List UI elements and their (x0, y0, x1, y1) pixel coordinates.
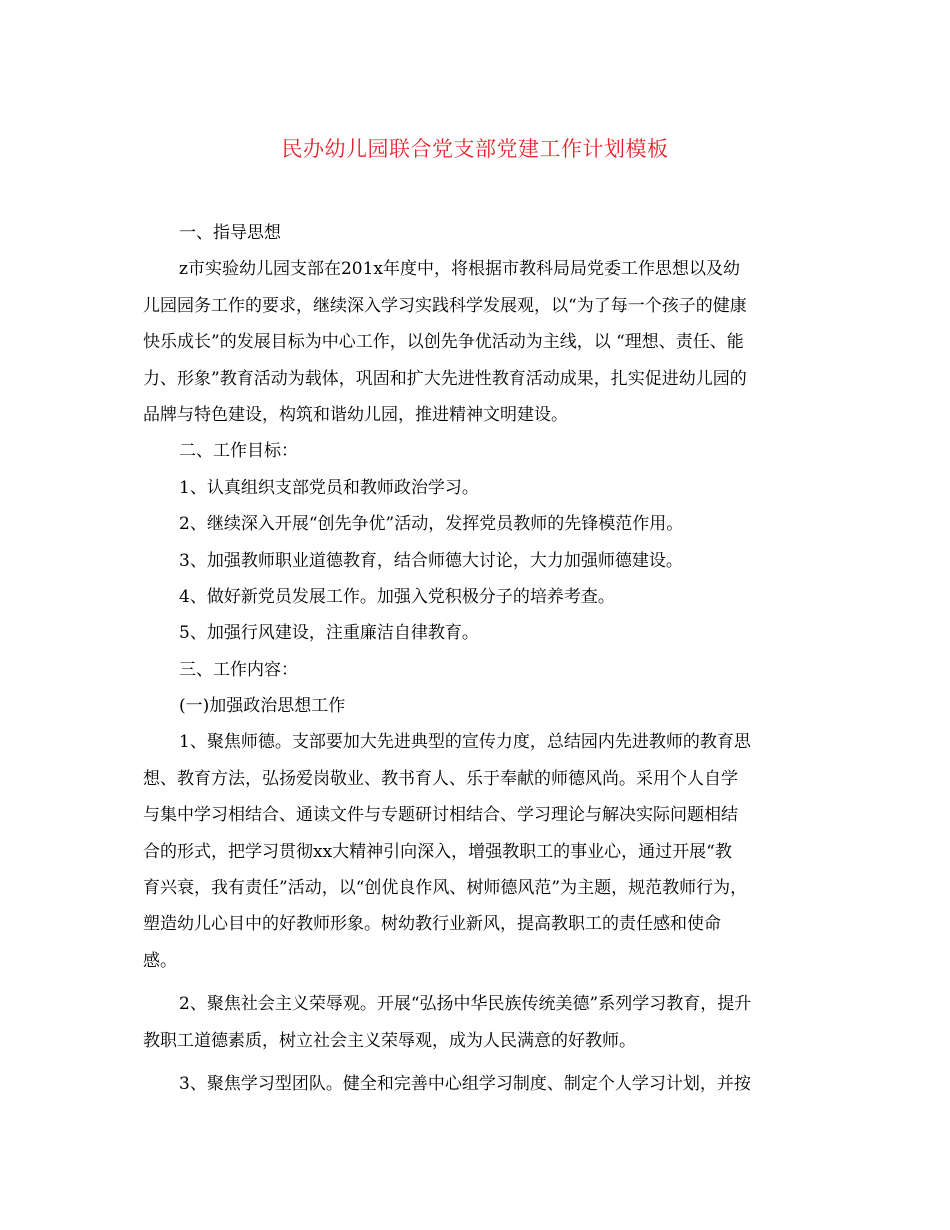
paragraph-line: 力、形象”教育活动为载体，巩固和扩大先进性教育活动成果，扎实促进幼儿园的 (143, 368, 747, 389)
paragraph-line: 教职工道德素质，树立社会主义荣辱观，成为人民满意的好教师。 (143, 1030, 636, 1051)
paragraph-line: 快乐成长”的发展目标为中心工作，以创先争优活动为主线，以 “理想、责任、能 (143, 332, 744, 353)
list-item: 2、继续深入开展“创先争优”活动，发挥党员教师的先锋模范作用。 (179, 514, 684, 535)
list-item: 5、加强行风建设，注重廉洁自律教育。 (179, 623, 479, 644)
paragraph-line: 与集中学习相结合、通读文件与专题研讨相结合、学习理论与解决实际问题相结 (143, 805, 738, 826)
section-heading: 三、工作内容： (179, 659, 298, 680)
paragraph-line: 1、聚焦师德。支部要加大先进典型的宣传力度，总结园内先进教师的教育思 (179, 732, 751, 753)
paragraph-line: 2、聚焦社会主义荣辱观。开展“弘扬中华民族传统美德”系列学习教育，提升 (179, 994, 752, 1015)
section-heading: 二、工作目标： (179, 441, 298, 462)
paragraph-line: 塑造幼儿心目中的好教师形象。树幼教行业新风，提高教职工的责任感和使命 (143, 914, 721, 935)
paragraph-line: 品牌与特色建设，构筑和谐幼儿园，推进精神文明建设。 (143, 404, 568, 425)
paragraph-line: 感。 (143, 950, 177, 971)
list-item: 3、加强教师职业道德教育，结合师德大讨论，大力加强师德建设。 (179, 550, 683, 571)
list-item: 4、做好新党员发展工作。加强入党积极分子的培养考查。 (179, 586, 615, 607)
paragraph-line: 儿园园务工作的要求，继续深入学习实践科学发展观，以“为了每一个孩子的健康 (143, 295, 747, 316)
document-title: 民办幼儿园联合党支部党建工作计划模板 (281, 137, 669, 161)
section-heading: 一、指导思想 (179, 223, 281, 243)
paragraph-line: 合的形式，把学习贯彻xx大精神引向深入，增强教职工的事业心，通过开展“教 (143, 841, 732, 862)
paragraph-line: 育兴衰，我有责任”活动，以“创优良作风、树师德风范”为主题，规范教师行为， (143, 878, 748, 899)
subsection-heading: (一)加强政治思想工作 (179, 696, 346, 717)
paragraph-line: z市实验幼儿园支部在201x年度中，将根据市教科局局党委工作思想以及幼 (179, 259, 740, 280)
paragraph-spacer (143, 979, 803, 986)
paragraph-line: 3、聚焦学习型团队。健全和完善中心组学习制度、制定个人学习计划，并按 (179, 1073, 751, 1094)
document-body (143, 215, 803, 1102)
paragraph-spacer (143, 1059, 803, 1066)
list-item: 1、认真组织支部党员和教师政治学习。 (179, 477, 479, 498)
paragraph-line: 想、教育方法，弘扬爱岗敬业、教书育人、乐于奉献的师德风尚。采用个人自学 (143, 768, 738, 789)
